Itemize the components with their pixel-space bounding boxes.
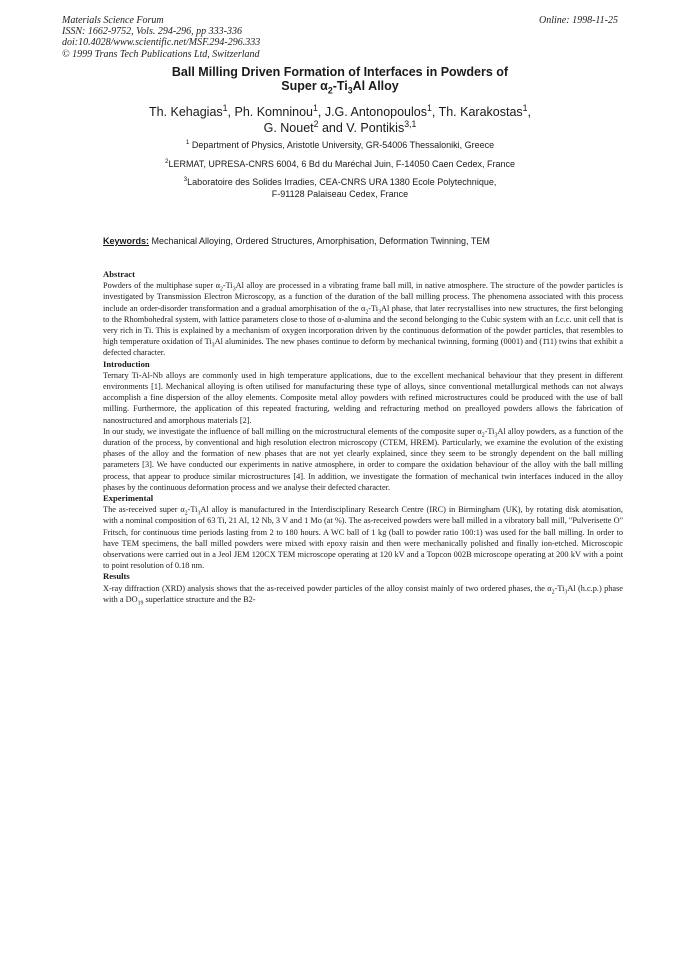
online-date: Online: 1998-11-25	[539, 15, 618, 26]
paper-title	[62, 65, 618, 96]
introduction-paragraph-1: Ternary Ti-Al-Nb alloys are commonly used in high temperature applications, due to the excellent mechanical behaviour that they present in different environments [1]. Mechanical alloying is often utilised for manufacturing these type of alloys, since conventional metallurgical methods can not always accomplish a fine dispersion of the alloy elements. Composite metal alloy powders with refined microstructures could be produced with the use of ball milling. Furthermore, the application of this repeated fracturing, welding and refracturing method on prealloyed powders allows the fabrication of nanostructured and amorphous materials [2].	[103, 370, 623, 425]
results-heading: Results	[103, 571, 130, 582]
doi-line: doi:10.4028/www.scientific.net/MSF.294-296.333	[62, 37, 261, 49]
affiliation-1: $^1$ Department of Physics, Aristotle University, GR-54006 Thessaloniki, Greece	[185, 139, 495, 150]
author-line-1: Th. Kehagias$^1$, Ph. Komninou$^1$, J.G. Antonopoulos$^1$, Th. Karakostas$^1$,	[148, 102, 532, 119]
affiliations	[62, 140, 618, 207]
experimental-text: The as-received super $\alpha_2-Ti_3Al$ alloy is manufactured in the Interdisciplinary Research Centre (IRC) in Birmingham (UK), by rotating disk atomisation, with a nominal composition of 63 Ti, 21 Al, 12 Nb, 3 V and 1 Mo (at %). The as-received powders were ball milled in a vibratory ball mill, "Pulverisette O" Fritsch, for continuous time periods lasting from 2 to 180 hours. A WC ball of 1 kg (ball to powder ratio 100:1) was used for the ball milling. In order to have TEM specimens, the ball milled powders were mixed with epoxy raisin and then were mechanically polished and finally ion-etched. Microscopic observations were carried out in a Jeol JEM 120CX TEM microscope operating at 120 kV and a Topcon 002B microscope operating at 200 kV with a point to point resolution of 0.18 nm.	[103, 505, 623, 571]
keywords-label: Keywords:	[103, 236, 150, 246]
paper-body	[103, 269, 623, 605]
results-text: X-ray diffraction (XRD) analysis shows that the as-received powder particles of the alloy consist mainly of two ordered phases, the $\alpha_2-Ti_3Al$ (h.c.p.) phase with a $DO_{19}$ superlattice structure and the B2-	[103, 583, 623, 607]
author-list	[62, 104, 618, 136]
keywords	[103, 236, 623, 246]
journal-header	[62, 15, 618, 60]
experimental-heading: Experimental	[103, 493, 154, 504]
copyright-line: © 1999 Trans Tech Publications Ltd, Switzerland	[62, 48, 260, 60]
introduction-heading: Introduction	[103, 358, 150, 369]
abstract-heading: Abstract	[103, 269, 135, 279]
affiliation-2: $^2$LERMAT, UPRESA-CNRS 6004, 6 Bd du Maréchal Juin, F-14050 Caen Cedex, France	[164, 157, 515, 169]
journal-name: Materials Science Forum	[62, 15, 164, 26]
title-line-2: Super $\alpha_2-Ti_3Al$ Alloy	[281, 79, 399, 96]
issn-line: ISSN: 1662-9752, Vols. 294-296, pp 333-336	[62, 26, 242, 38]
affiliation-3: $^3$Laboratoire des Solides Irradies, CEA-CNRS URA 1380 Ecole Polytechnique, F-91128 Palaiseau Cedex, France	[183, 176, 497, 199]
keywords-text: Mechanical Alloying, Ordered Structures, Amorphisation, Deformation Twinning, TEM	[149, 236, 490, 246]
introduction-paragraph-2: In our study, we investigate the influence of ball milling on the microstructural elements of the composite super $\alpha_2-Ti_3Al$ alloy powders, as a function of the duration of the process, by conventional and high resolution electron microscopy (CTEM, HREM). Particularly, we examine the evolution of the existing phases of the alloy and the formation of new phases that are not yet clearly explained, since they seem to be strongly dependent on the ball milling parameters [3]. We have conducted our experiments in native atmosphere, in order to compare the oxidation behaviour of the alloy with the ball milling process, that appear to produce similar microstructures [4]. In addition, we investigate the formation of mechanical twin interfaces induced in the alloy phases by the continuous deformation process and we analyse their defected character.	[103, 426, 623, 492]
author-line-2: G. Nouet$^2$ and V. Pontikis$^{3,1}$	[263, 118, 417, 135]
abstract-text: Powders of the multiphase super $\alpha_2-Ti_3Al$ alloy are processed in a vibrating frame ball mill, in native atmosphere. The structure of the powder particles is investigated by Transmission Electron Microscopy, as a function of the duration of the ball milling process. The phenomena associated with this process include an order-disorder transformation and a gradual amorphisation of the $\alpha_2-Ti_3Al$ phase, that later recrystallises into new structures, the first belonging to the Rhombohedral system, with lattice parameters close to those of α-alumina and the second belonging to the Cubic system with an f.c.c. unit cell that is very rich in Ti. This is explained by a mechanism of oxygen incorporation driven by the continuous deformation of the powder particles, that resembles to high temperature oxidation of $Ti_3Al$ aluminides. The new phases continue to deform by mechanical twinning, forming (0001) and (1̄11) twins that exhibit a defected character.	[103, 281, 623, 358]
title-line-1: Ball Milling Driven Formation of Interfaces in Powders of	[171, 65, 509, 79]
